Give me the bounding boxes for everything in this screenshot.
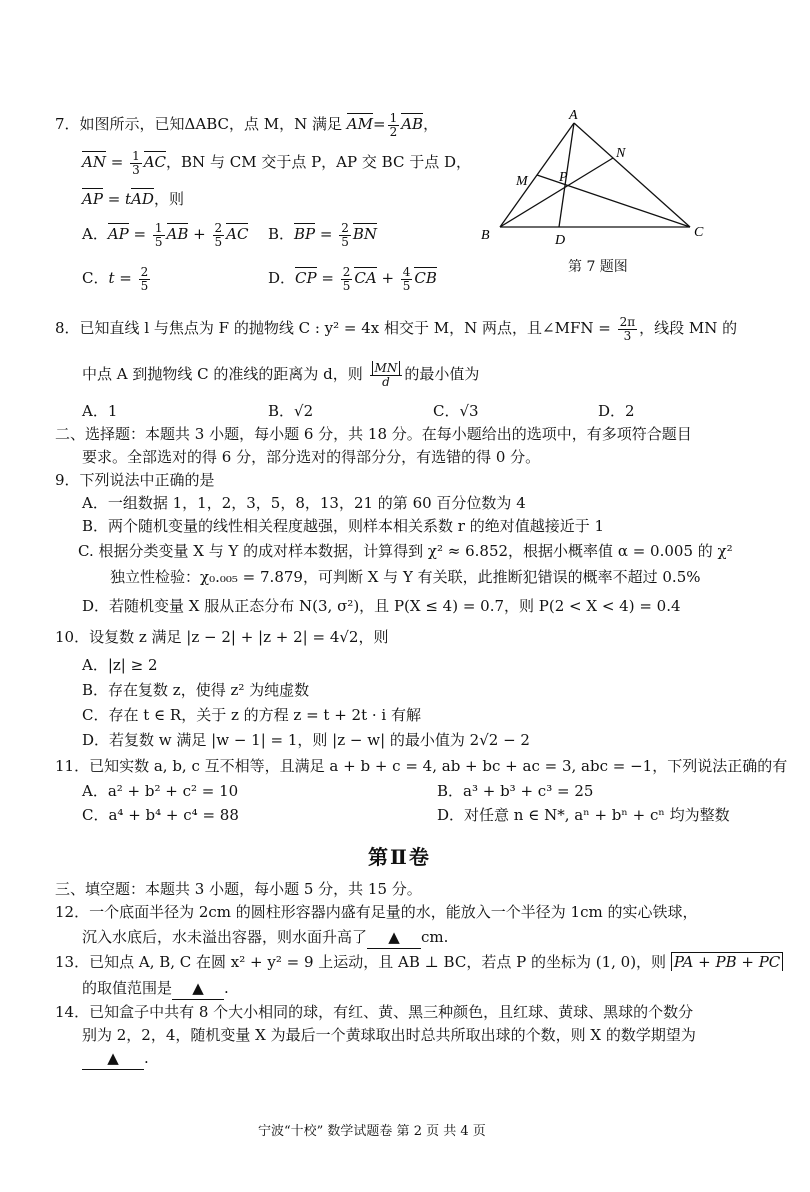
part2-title: 第Ⅱ卷 <box>368 845 431 869</box>
q7-line3: AP = tAD，则 <box>82 190 184 208</box>
q7-option-b: B．BP = $\frac{2}{5}$ BN <box>268 221 378 249</box>
q12-line2: 沉入水底后，水未溢出容器，则水面升高了 ▲ cm. <box>82 928 448 949</box>
q9-option-c-line1: C. 根据分类变量 X 与 Y 的成对样本数据，计算得到 χ² ≈ 6.852，根据小概率值 α = 0.005 的 χ² <box>78 542 733 560</box>
q8-option-d: D．2 <box>598 402 635 420</box>
q11-option-d: D．对任意 n ∈ N*, aⁿ + bⁿ + cⁿ 均为整数 <box>437 806 730 824</box>
point-label-m: M <box>516 174 528 189</box>
q10-option-c: C．存在 t ∈ R，关于 z 的方程 z = t + 2t · i 有解 <box>82 706 421 724</box>
fraction: $\frac{1}{2}$ <box>389 111 398 139</box>
q7-number: 7． <box>55 115 80 134</box>
point-label-a: A <box>569 108 578 123</box>
q7-line1: 7．如图所示，已知ΔABC，点 M，N 满足 AM= $\frac{1}{2}$ AB， <box>55 111 439 139</box>
q11-option-b: B．a³ + b³ + c³ = 25 <box>437 782 594 800</box>
q8-line2: 中点 A 到抛物线 C 的准线的距离为 d，则 $\frac{MN}{d}$ 的最小值为 <box>82 361 480 389</box>
section2-line2: 要求。全部选对的得 6 分，部分选对的得部分分，有选错的得 0 分。 <box>82 448 541 466</box>
q9-stem: 9．下列说法中正确的是 <box>55 471 215 489</box>
q7-option-a: A．AP = $\frac{1}{5}$ AB + $\frac{2}{5}$ AC <box>82 221 249 249</box>
q11-stem: 11．已知实数 a, b, c 互不相等，且满足 a + b + c = 4, ab + bc + ac = 3, abc = −1，下列说法正确的有 <box>55 757 788 775</box>
q11-option-a: A．a² + b² + c² = 10 <box>82 782 239 800</box>
triangle-figure <box>470 105 730 280</box>
answer-blank: ▲ <box>367 928 421 949</box>
q9-option-b: B．两个随机变量的线性相关程度越强，则样本相关系数 r 的绝对值越接近于 1 <box>82 517 605 535</box>
q14-line3: ▲ . <box>82 1049 149 1070</box>
point-label-n: N <box>616 146 626 161</box>
q8-line1: 8．已知直线 l 与焦点为 F 的抛物线 C : y² = 4x 相交于 M，N 两点，且∠MFN = $\frac{2\pi}{3}$ ，线段 MN 的 <box>55 315 738 343</box>
q7-option-d: D．CP = $\frac{2}{5}$ CA + $\frac{4}{5}$ CB <box>268 265 437 293</box>
vector-sum-abs: PA + PB + PC <box>671 952 783 971</box>
point-label-p: P <box>559 170 568 185</box>
q10-option-a: A．|z| ≥ 2 <box>82 656 158 674</box>
point-label-d: D <box>555 233 566 248</box>
q14-line2: 别为 2，2，4，随机变量 X 为最后一个黄球取出时总共所取出球的个数，则 X 的数学期望为 <box>82 1026 696 1044</box>
q8-option-a: A．1 <box>82 402 118 420</box>
q9-option-d: D．若随机变量 X 服从正态分布 N(3, σ²)，且 P(X ≤ 4) = 0.7，则 P(2 < X < 4) = 0.4 <box>82 597 681 615</box>
q12-line1: 12．一个底面半径为 2cm 的圆柱形容器内盛有足量的水，能放入一个半径为 1cm 的实心铁球， <box>55 903 698 921</box>
q7-line2: AN = $\frac{1}{3}$ AC，BN 与 CM 交于点 P，AP 交 BC 于点 D， <box>82 149 471 177</box>
q8-option-c: C．√3 <box>433 402 479 420</box>
q13-line2: 的取值范围是 ▲ . <box>82 979 229 1000</box>
fraction: $\frac{1}{3}$ <box>132 149 140 177</box>
point-label-b: B <box>481 228 490 243</box>
figure-caption: 第 7 题图 <box>568 259 628 275</box>
section3-heading: 三、填空题：本题共 3 小题，每小题 5 分，共 15 分。 <box>55 880 422 898</box>
q9-option-a: A．一组数据 1，1，2，3，5，8，13，21 的第 60 百分位数为 4 <box>82 494 526 512</box>
q14-line1: 14．已知盒子中共有 8 个大小相同的球，有红、黄、黑三种颜色，且红球、黄球、黑球的个数分 <box>55 1003 694 1021</box>
page-footer: 宁波“十校” 数学试题卷 第 2 页 共 4 页 <box>258 1124 486 1139</box>
point-label-c: C <box>694 225 704 240</box>
q9-option-c-line2: 独立性检验：χ₀.₀₀₅ = 7.879，可判断 X 与 Y 有关联，此推断犯错误的概率不超过 0.5% <box>110 568 701 586</box>
q13-line1: 13．已知点 A, B, C 在圆 x² + y² = 9 上运动，且 AB ⊥ BC，若点 P 的坐标为 (1, 0)，则 PA + PB + PC <box>55 953 783 973</box>
q10-option-d: D．若复数 w 满足 |w − 1| = 1，则 |z − w| 的最小值为 2√2 − 2 <box>82 731 530 749</box>
answer-blank: ▲ <box>82 1049 144 1070</box>
section2-line1: 二、选择题：本题共 3 小题，每小题 6 分，共 18 分。在每小题给出的选项中，有多项符合题目 <box>55 425 692 443</box>
q10-stem: 10．设复数 z 满足 |z − 2| + |z + 2| = 4√2，则 <box>55 628 389 646</box>
q10-option-b: B．存在复数 z，使得 z² 为纯虚数 <box>82 681 310 699</box>
answer-blank: ▲ <box>172 979 224 1000</box>
q7-option-c: C．t = $\frac{2}{5}$ <box>82 265 149 293</box>
q8-option-b: B．√2 <box>268 402 314 420</box>
q11-option-c: C．a⁴ + b⁴ + c⁴ = 88 <box>82 806 239 824</box>
